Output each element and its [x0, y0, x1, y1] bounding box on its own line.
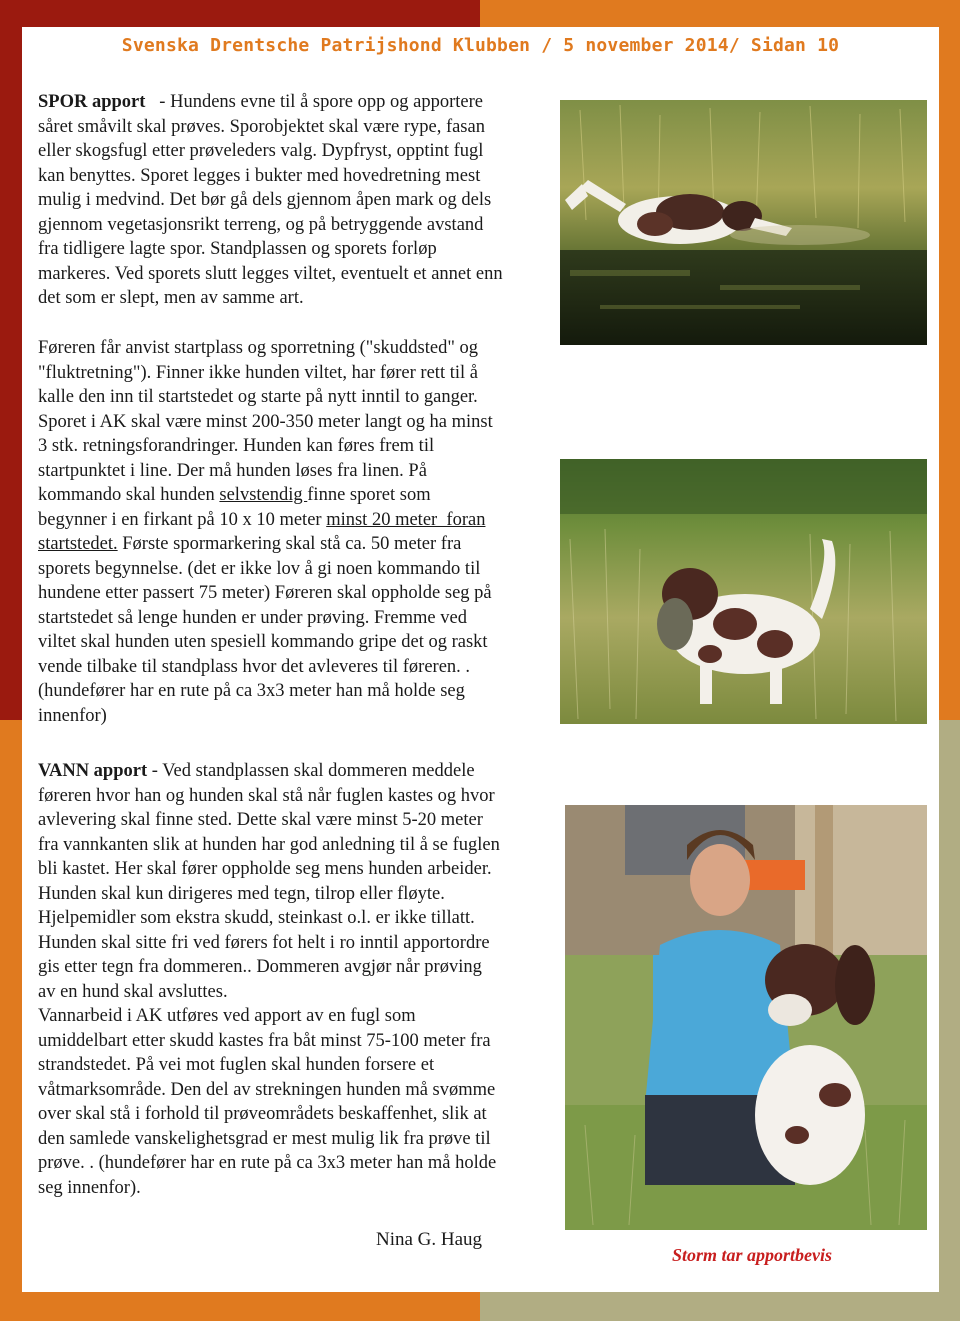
text-fragment: kommando skal hunden [38, 485, 220, 505]
text-line: den samlede vanskelighetsgrad er mest mulig lik fra prøve til [38, 1128, 491, 1149]
spor-paragraph [38, 90, 568, 311]
text-line: - Hundens evne til å spore opp og apportere [145, 92, 483, 112]
vann-section [38, 759, 568, 1200]
page-sheet [22, 27, 939, 1292]
text-line: umiddelbart etter skudd kastes fra båt minst 75-100 meter fra [38, 1030, 491, 1051]
text-line: av en hund skal avsluttes. [38, 981, 228, 1002]
text-line: startstedet så lenge hunden er under prøving. Fremme ved [38, 607, 467, 628]
text-line: Hjelpemidler som ekstra skudd, steinkast o.l. er ikke tillatt. [38, 908, 475, 928]
text-line: eller skogsfugl etter prøveleders valg. Dypfryst, opptint fugl [38, 141, 484, 161]
underlined-text: minst 20 meter foran [326, 509, 486, 530]
text-line: "fluktretning"). Finner ikke hunden viltet, har fører rett til å [38, 362, 478, 383]
text-line: Sporet i AK skal være minst 200-350 meter langt og ha minst [38, 411, 493, 432]
text-line: føreren hvor han og hunden skal stå når fuglen kastes og hvor [38, 785, 495, 806]
text-line: strandstedet. På vei mot fuglen skal hunden forsere et [38, 1055, 435, 1075]
text-line: gjennom vegetasjonsrikt terreng, og på betryggende avstand [38, 214, 484, 235]
text-line: sporets begynnelse. (det er ikke lov å gi noen kommando til [38, 558, 481, 579]
handler-with-dog-photo [565, 805, 927, 1230]
text-line: Vannarbeid i AK utføres ved apport av en fugl som [38, 1006, 416, 1026]
text-line: fra tidligere lagte spor. Standplassen og sporets forløp [38, 239, 437, 259]
text-line: kan benyttes. Sporet legges i bukter med hovedretning mest [38, 165, 481, 186]
text-line: hundene etter passert 75 meter) Føreren skal oppholde seg på [38, 583, 492, 603]
text-line: startpunktet i line. Der må hunden løses fra linen. På [38, 460, 427, 481]
author-name: Nina G. Haug [376, 1229, 483, 1250]
text-line: gis etter tegn fra dommeren.. Dommeren avgjør når prøving [38, 957, 482, 977]
text-line: seg innenfor). [38, 1177, 141, 1198]
text-line: såret småvilt skal prøves. Sporobjektet skal være rype, fasan [38, 116, 485, 137]
text-line: Hunden skal kun dirigeres med tegn, tilrop eller fløyte. [38, 883, 445, 904]
text-fragment: finne sporet som [307, 485, 431, 505]
forer-paragraph [38, 336, 568, 728]
text-line: markeres. Ved sporets slutt legges viltet, eventuelt et annet enn [38, 263, 503, 284]
text-line: (hundefører har en rute på ca 3x3 meter han må holde seg [38, 681, 465, 701]
text-line: Føreren får anvist startplass og sporretning ("skuddsted" og [38, 338, 479, 358]
underlined-text: startstedet. [38, 534, 118, 554]
photo-caption: Storm tar apportbevis [672, 1245, 833, 1265]
page-header: Svenska Drentsche Patrijshond Klubben / 5 november 2014/ Sidan 10 [121, 35, 840, 56]
text-fragment: Første spormarkering skal stå ca. 50 meter fra [117, 534, 462, 554]
text-line: innenfor) [38, 705, 107, 726]
spor-section [38, 90, 568, 311]
vann-paragraph [38, 759, 568, 1200]
text-line: 3 stk. retningsforandringer. Hunden kan føres frem til [38, 436, 435, 456]
text-line: viltet skal hunden uten spesiell kommando gripe det og raskt [38, 632, 488, 652]
text-line: fra vannkanten slik at hunden har god anledning til å se fuglen [38, 834, 500, 855]
text-line: mulig i medvind. Det bør gå dels gjennom åpen mark og dels [38, 190, 492, 210]
dog-with-bird-photo [560, 459, 927, 724]
forer-section [38, 336, 568, 728]
text-line: kalle den inn til startstedet og starte på nytt inntil to ganger. [38, 387, 478, 407]
underlined-text: selvstendig [219, 485, 308, 505]
text-line: våtmarksområde. Den del av strekningen hunden må svømme [38, 1079, 496, 1100]
text-line: Hunden skal sitte fri ved førers fot helt i ro inntil apportordre [38, 932, 490, 953]
vann-heading: VANN apport [38, 761, 148, 781]
text-line: prøve. . (hundefører har en rute på ca 3x3 meter han må holde [38, 1153, 497, 1173]
text-line: bli kastet. Her skal fører oppholde seg mens hunden arbeider. [38, 859, 492, 879]
text-line: avlevering skal finne sted. Dette skal være minst 5-20 meter [38, 810, 483, 830]
dog-jumping-water-photo [560, 100, 927, 345]
text-line: det som er slept, men av samme art. [38, 288, 304, 308]
text-fragment: begynner i en firkant på 10 x 10 meter [38, 509, 327, 530]
text-line: vende tilbake til standplass hvor det avleveres til føreren. . [38, 656, 471, 677]
spor-heading: SPOR apport [38, 92, 146, 112]
text-line: over skal stå i forhold til prøveområdets beskaffenhet, slik at [38, 1104, 487, 1124]
text-line: - Ved standplassen skal dommeren meddele [147, 761, 475, 781]
